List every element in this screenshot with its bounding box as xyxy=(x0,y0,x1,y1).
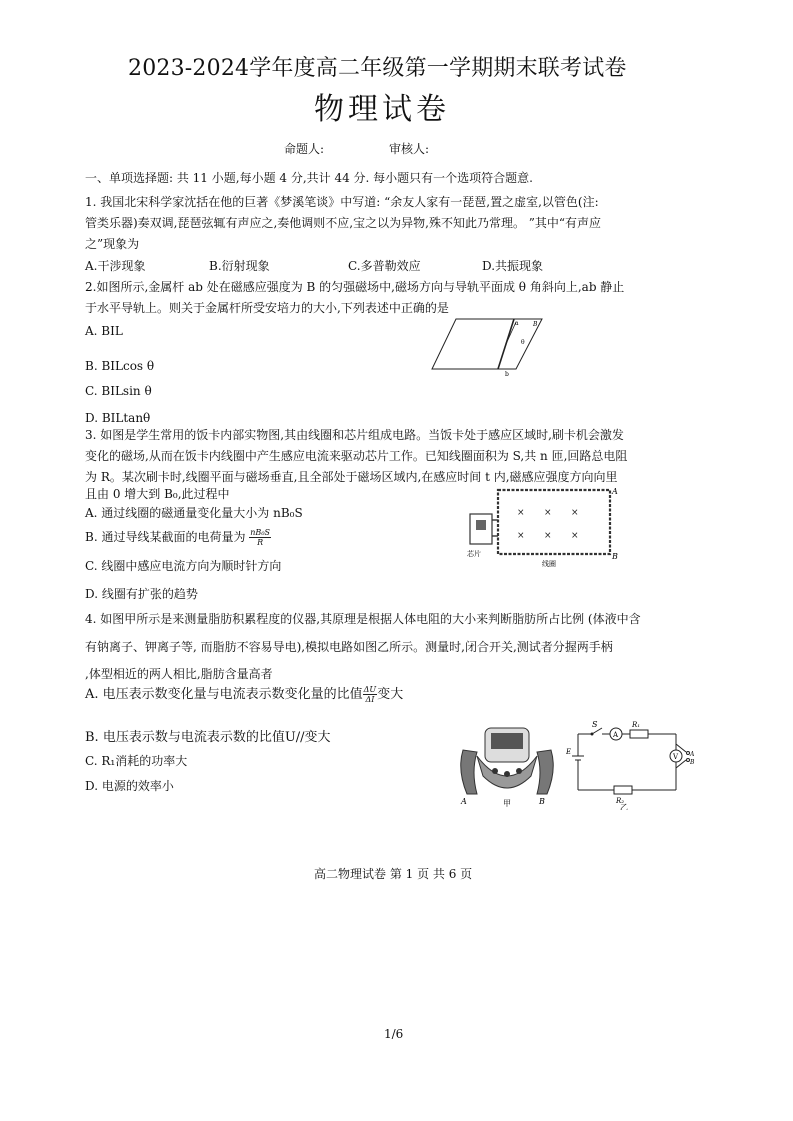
q1-option-a: A.干涉现象 xyxy=(85,259,146,273)
q2-option-b: B. BILcos θ xyxy=(85,359,155,373)
svg-text:线圈: 线圈 xyxy=(542,560,556,568)
q3-option-c: C. 线圈中感应电流方向为顺时针方向 xyxy=(85,559,282,573)
q4-device-figure xyxy=(455,722,559,808)
q4-option-c: C. R₁消耗的功率大 xyxy=(85,754,188,768)
section-heading: 一、单项选择题: 共 11 小题,每小题 4 分,共计 44 分. 每小题只有一个选项符合题意. xyxy=(85,171,533,185)
svg-text:V: V xyxy=(673,753,679,761)
svg-text:×: × xyxy=(571,531,579,541)
q2-option-d: D. BILtanθ xyxy=(85,411,151,425)
svg-text:b: b xyxy=(505,371,509,378)
q1-option-b: B.衍射现象 xyxy=(209,259,270,273)
svg-text:×: × xyxy=(544,531,552,541)
q4-delta-fraction: $\frac{\Delta U}{\Delta I}$ xyxy=(363,685,377,704)
svg-text:B: B xyxy=(533,321,538,328)
svg-text:A: A xyxy=(613,731,619,739)
svg-text:θ: θ xyxy=(521,339,525,346)
q3-line3: 为 R。某次刷卡时,线圈平面与磁场垂直,且全部处于磁场区域内,在感应时间 t 内,磁感应强度方向向里 xyxy=(85,470,618,484)
page-footer: 高二物理试卷 第 1 页 共 6 页 xyxy=(314,867,473,881)
q4-circuit-figure xyxy=(566,718,696,810)
q2-rail-figure xyxy=(430,316,545,378)
setter-label: 命题人: xyxy=(284,142,325,156)
svg-text:A: A xyxy=(612,487,618,496)
svg-text:B: B xyxy=(690,759,695,766)
q1-line3: 之”现象为 xyxy=(85,237,140,251)
q2-line2: 于水平导轨上。则关于金属杆所受安培力的大小,下列表述中正确的是 xyxy=(85,301,449,315)
page-number: 1/6 xyxy=(384,1027,404,1041)
reviewer-label: 审核人: xyxy=(389,142,430,156)
q2-option-a: A. BIL xyxy=(85,324,123,338)
q3-option-a: A. 通过线圈的磁通量变化量大小为 nB₀S xyxy=(85,506,303,520)
q2-line1: 2.如图所示,金属杆 ab 处在磁感应强度为 B 的匀强磁场中,磁场方向与导轨平面成 θ 角斜向上,ab 静止 xyxy=(85,280,625,294)
q3-line2: 变化的磁场,从而在饭卡内线圈中产生感应电流来驱动芯片工作。已知线圈面积为 S,共 n 匝,回路总电阻 xyxy=(85,449,628,463)
q4-option-d: D. 电源的效率小 xyxy=(85,779,174,793)
svg-text:R₁: R₁ xyxy=(632,721,641,729)
q3-line4: 且由 0 增大到 B₀,此过程中 xyxy=(85,487,230,501)
q1-option-c: C.多普勒效应 xyxy=(348,259,421,273)
svg-text:E: E xyxy=(566,748,572,756)
q3-charge-fraction: $\frac{\text{nB₀S}}{R}$ xyxy=(250,528,270,547)
svg-text:×: × xyxy=(544,508,552,518)
q3-option-b: B. 通过导线某截面的电荷量为 $\frac{\text{nB₀S}}{R}$ xyxy=(85,528,270,547)
q1-line1: 1. 我国北宋科学家沈括在他的巨著《梦溪笔谈》中写道: “余友人家有一琵琶,置之虚室,以管色(注: xyxy=(85,195,599,209)
q4-line1: 4. 如图甲所示是来测量脂肪积累程度的仪器,其原理是根据人体电阻的大小来判断脂肪所占比例 (体液中含 xyxy=(85,612,641,626)
svg-text:a: a xyxy=(515,320,519,327)
svg-text:S: S xyxy=(592,720,598,729)
svg-text:×: × xyxy=(517,531,525,541)
q4-option-a: A. 电压表示数变化量与电流表示数变化量的比值 $\frac{\Delta U}{\Delta I}$ 变大 xyxy=(85,685,404,704)
svg-text:×: × xyxy=(517,508,525,518)
q4-option-b: B. 电压表示数与电流表示数的比值U//变大 xyxy=(85,730,331,745)
svg-text:甲: 甲 xyxy=(503,799,511,808)
svg-text:×: × xyxy=(571,508,579,518)
exam-title: 2023-2024学年度高二年级第一学期期末联考试卷 xyxy=(128,56,627,81)
q3-card-figure xyxy=(462,484,622,570)
q3-line1: 3. 如图是学生常用的饭卡内部实物图,其由线圈和芯片组成电路。当饭卡处于感应区域时,刷卡机会激发 xyxy=(85,428,624,442)
svg-text:芯片: 芯片 xyxy=(467,550,481,558)
q3-option-d: D. 线圈有扩张的趋势 xyxy=(85,587,198,601)
svg-text:乙: 乙 xyxy=(620,803,628,810)
q2-option-c: C. BILsin θ xyxy=(85,384,152,398)
svg-text:R₂: R₂ xyxy=(616,797,625,805)
subject-title: 物理试卷 xyxy=(314,92,450,127)
q1-option-d: D.共振现象 xyxy=(482,259,544,273)
svg-text:B: B xyxy=(539,797,545,806)
q4-line3: ,体型相近的两人相比,脂肪含量高者 xyxy=(85,667,273,681)
q1-line2: 管类乐器)奏双调,琵琶弦辄有声应之,奏他调则不应,宝之以为异物,殊不知此乃常理。 ”其中“有声应 xyxy=(85,216,602,230)
svg-text:A: A xyxy=(461,797,467,806)
q4-line2: 有钠离子、钾离子等, 而脂肪不容易导电),模拟电路如图乙所示。测量时,闭合开关,测试者分握两手柄 xyxy=(85,640,613,654)
svg-text:B: B xyxy=(612,552,618,561)
svg-text:A: A xyxy=(690,751,695,758)
